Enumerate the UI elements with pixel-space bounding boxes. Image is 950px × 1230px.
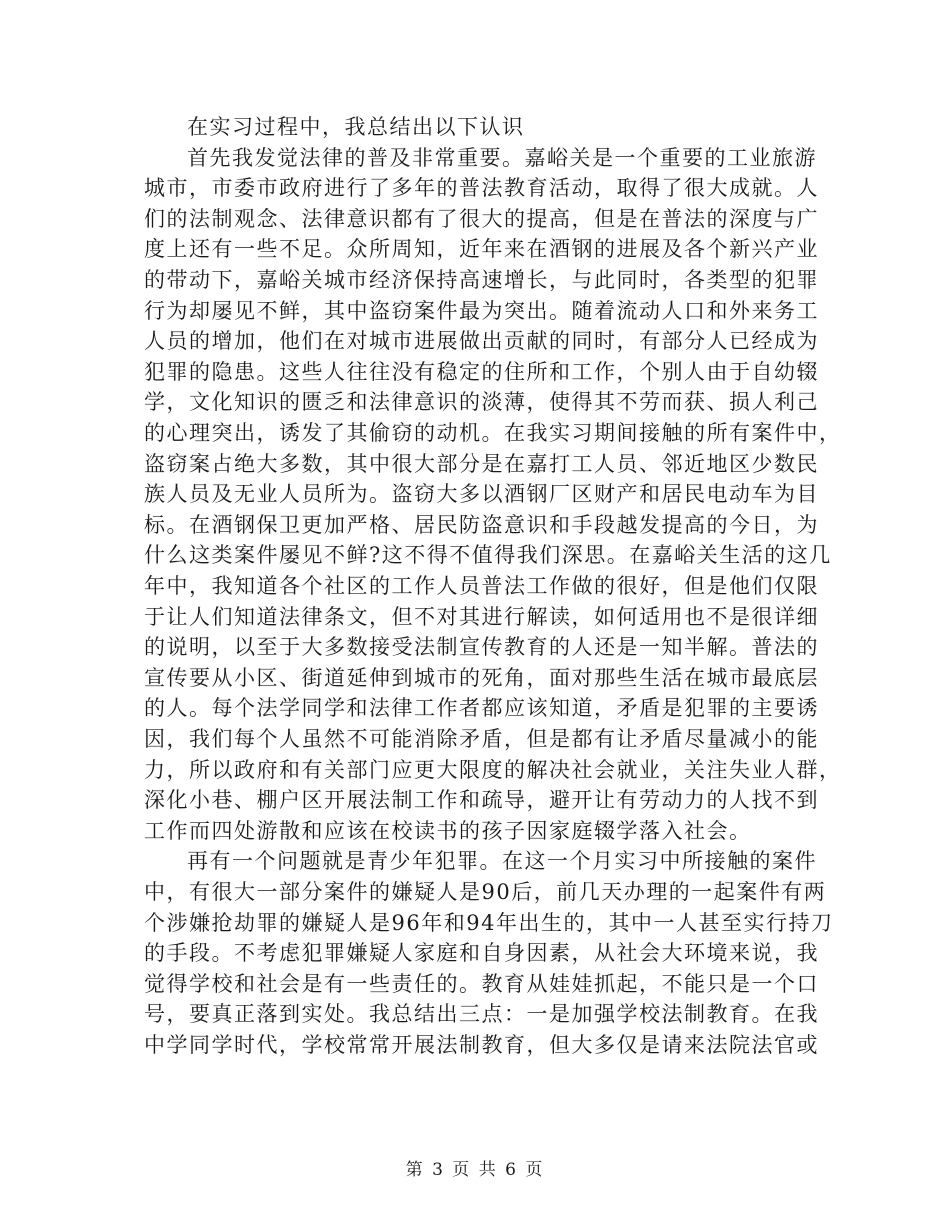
- text-line: 们的法制观念、法律意识都有了很大的提高，但是在普法的深度与广: [144, 206, 819, 231]
- text-line: 首先我发觉法律的普及非常重要。嘉峪关是一个重要的工业旅游: [187, 145, 817, 170]
- text-line: 因，我们每个人虽然不可能消除矛盾，但是都有让矛盾尽量减小的能: [144, 727, 819, 751]
- text-line: 标。在酒钢保卫更加严格、居民防盗意识和手段越发提高的今日，为: [144, 512, 819, 537]
- text-line: 族人员及无业人员所为。盗窃大多以酒钢厂区财产和居民电动车为目: [144, 482, 819, 507]
- text-line: 什么这类案件屡见不鲜?这不得不值得我们深思。在嘉峪关生活的这几: [144, 543, 832, 568]
- text-line: 在实习过程中，我总结出以下认识: [187, 115, 525, 139]
- text-line: 号，要真正落到实处。我总结出三点：一是加强学校法制教育。在我: [144, 1002, 819, 1027]
- text-line: 度上还有一些不足。众所周知，近年来在酒钢的进展及各个新兴产业: [144, 237, 819, 262]
- text-line: 中，有很大一部分案件的嫌疑人是90后，前几天办理的一起案件有两: [144, 880, 827, 904]
- text-line: 的手段。不考虑犯罪嫌疑人家庭和自身因素，从社会大环境来说，我: [144, 941, 819, 966]
- text-line: 力，所以政府和有关部门应更大限度的解决社会就业，关注失业人群，: [144, 757, 842, 782]
- text-line: 行为却屡见不鲜，其中盗窃案件最为突出。随着流动人口和外来务工: [144, 298, 819, 323]
- text-line: 于让人们知道法律条文，但不对其进行解读，如何适用也不是很详细: [144, 604, 819, 629]
- text-line: 犯罪的隐患。这些人往往没有稳定的住所和工作，个别人由于自幼辍: [144, 359, 819, 384]
- text-line: 的人。每个法学同学和法律工作者都应该知道，矛盾是犯罪的主要诱: [144, 696, 819, 721]
- text-line: 人员的增加，他们在对城市进展做出贡献的同时，有部分人已经成为: [144, 329, 819, 354]
- page-footer: 第 3 页 共 6 页: [405, 1160, 545, 1180]
- text-line: 深化小巷、棚户区开展法制工作和疏导，避开让有劳动力的人找不到: [144, 788, 819, 813]
- text-line: 的带动下，嘉峪关城市经济保持高速增长，与此同时，各类型的犯罪: [144, 268, 819, 292]
- text-line: 的心理突出，诱发了其偷窃的动机。在我实习期间接触的所有案件中，: [144, 421, 842, 445]
- text-line: 觉得学校和社会是有一些责任的。教育从娃娃抓起，不能只是一个口: [144, 971, 819, 996]
- text-line: 宣传要从小区、街道延伸到城市的死角，面对那些生活在城市最底层: [144, 665, 819, 690]
- text-line: 城市，市委市政府进行了多年的普法教育活动，取得了很大成就。人: [144, 176, 819, 201]
- text-line: 个涉嫌抢劫罪的嫌疑人是96年和94年出生的，其中一人甚至实行持刀: [144, 910, 834, 935]
- text-line: 盗窃案占绝大多数，其中很大部分是在嘉打工人员、邻近地区少数民: [144, 451, 819, 476]
- text-line: 学，文化知识的匮乏和法律意识的淡薄，使得其不劳而获、损人利己: [144, 390, 819, 415]
- text-line: 年中，我知道各个社区的工作人员普法工作做的很好，但是他们仅限: [144, 574, 819, 598]
- text-line: 工作而四处游散和应该在校读书的孩子因家庭辍学落入社会。: [144, 818, 752, 843]
- text-line: 中学同学时代，学校常常开展法制教育，但大多仅是请来法院法官或: [144, 1033, 819, 1057]
- text-line: 的说明，以至于大多数接受法制宣传教育的人还是一知半解。普法的: [144, 635, 819, 660]
- text-line: 再有一个问题就是青少年犯罪。在这一个月实习中所接触的案件: [187, 849, 817, 874]
